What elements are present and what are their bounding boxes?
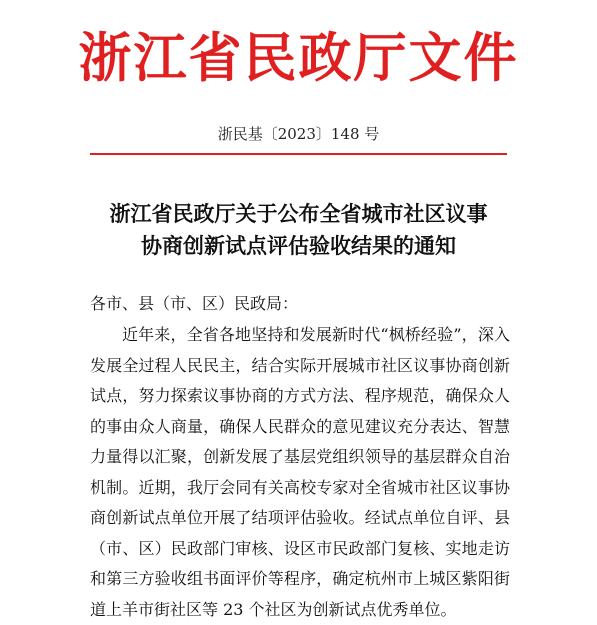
body-line-5: 力量得以汇聚，创新发展了基层党组织领导的基层群众自治 (90, 442, 510, 473)
body-line-10: 道上羊市街社区等 23 个社区为创新试点优秀单位。 (90, 595, 510, 625)
document-number: 浙民基〔2023〕148 号 (0, 124, 597, 144)
body-line-8: （市、区）民政部门审核、设区市民政部门复核、实地走访 (90, 534, 510, 565)
body-line-3: 试点，努力探索议事协商的方式方法、程序规范，确保众人 (90, 381, 510, 412)
body-line-9: 和第三方验收组书面评价等程序，确定杭州市上城区紫阳街 (90, 564, 510, 595)
notice-title-line-1: 浙江省民政厅关于公布全省城市社区议事 (0, 198, 597, 230)
body-line-1: 近年来，全省各地坚持和发展新时代“枫桥经验”，深入 (90, 320, 510, 351)
body-line-6: 机制。近期，我厅会同有关高校专家对全省城市社区议事协 (90, 473, 510, 504)
body-paragraph (90, 320, 510, 625)
body-line-7: 商创新试点单位开展了结项评估验收。经试点单位自评、县 (90, 503, 510, 534)
body-line-4: 的事由众人商量，确保人民群众的意见建议充分表达、智慧 (90, 412, 510, 443)
document-header-title: 浙江省民政厅文件 (0, 26, 597, 90)
salutation: 各市、县（市、区）民政局： (90, 288, 298, 320)
notice-title (0, 198, 597, 262)
notice-title-line-2: 协商创新试点评估验收结果的通知 (0, 230, 597, 262)
body-line-2: 发展全过程人民民主，结合实际开展城市社区议事协商创新 (90, 351, 510, 382)
red-divider-line (90, 153, 507, 155)
